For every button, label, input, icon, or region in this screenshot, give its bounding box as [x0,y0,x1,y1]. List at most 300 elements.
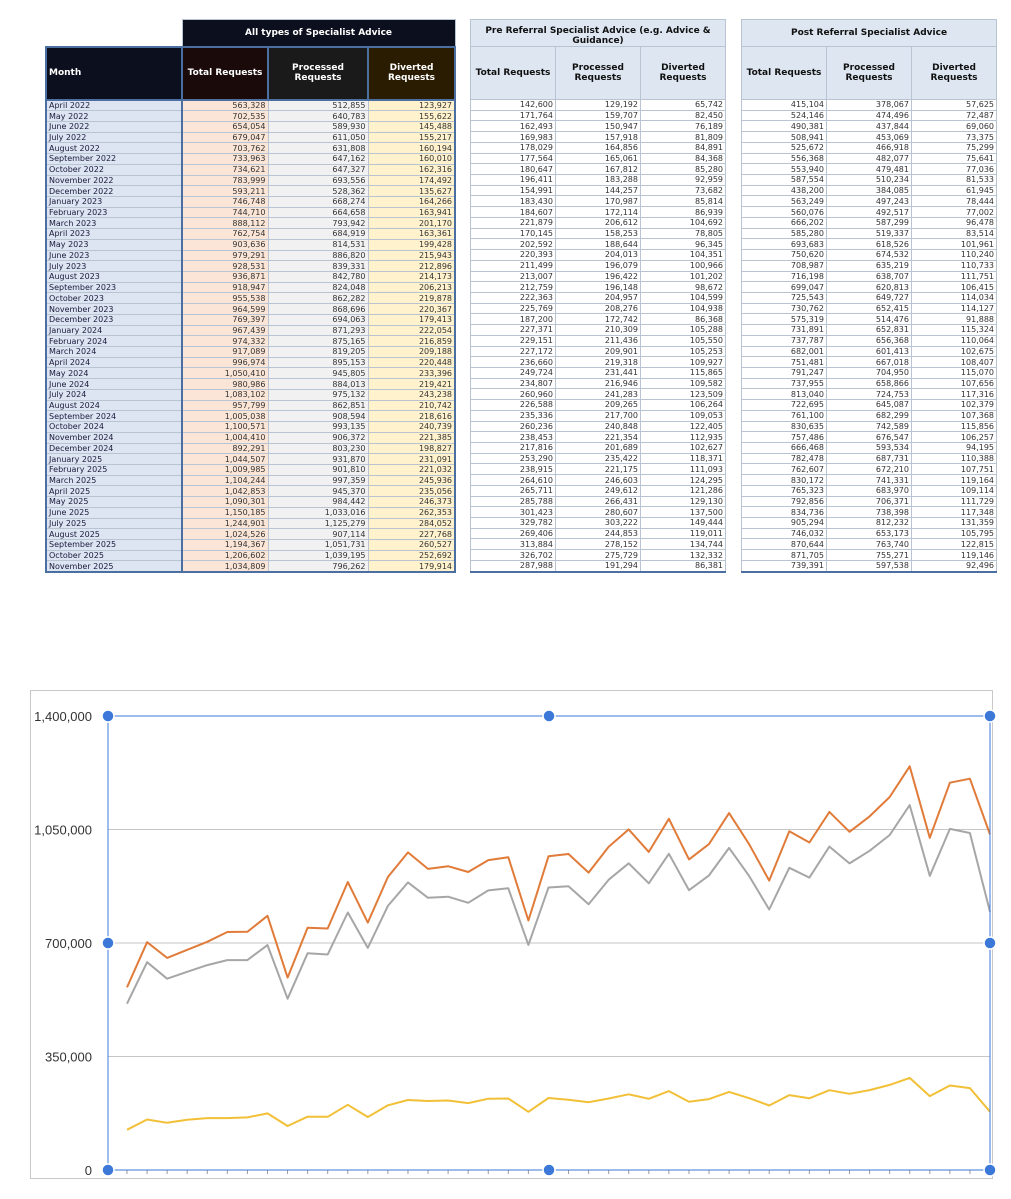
all-table-row [46,432,455,443]
all-table-row [46,143,455,154]
data-point [165,956,169,960]
post-table-row [742,325,997,336]
all-month-cell: August 2024 [46,400,182,411]
all-month-cell: November 2025 [46,561,182,572]
data-point [205,1116,209,1120]
data-point [567,1098,571,1102]
all-total-cell: 955,538 [182,293,268,304]
all-processed-cell: 819,205 [268,347,368,358]
data-point [968,1086,972,1090]
post-total-cell: 757,486 [742,432,827,443]
all-table-row [46,207,455,218]
all-processed-cell: 886,820 [268,250,368,261]
all-processed-cell: 945,370 [268,486,368,497]
all-table-row [46,164,455,175]
data-point [807,1096,811,1100]
post-diverted-cell: 119,164 [912,475,997,486]
y-tick-label: 1,400,000 [34,709,92,724]
all-processed-cell: 842,780 [268,272,368,283]
post-total-cell: 792,856 [742,496,827,507]
post-table-row [742,464,997,475]
pre-total-cell: 238,453 [471,432,556,443]
post-processed-header: Processed Requests [827,47,912,100]
pre-table-row [471,421,726,432]
post-table-row [742,196,997,207]
pre-total-cell: 213,007 [471,271,556,282]
post-table-row [742,282,997,293]
pre-total-cell: 212,759 [471,282,556,293]
post-diverted-cell: 91,888 [912,314,997,325]
data-point [687,888,691,892]
pre-processed-cell: 201,689 [556,443,641,454]
data-point [627,1092,631,1096]
all-total-cell: 563,328 [182,100,268,111]
all-diverted-cell: 160,010 [368,154,455,165]
pre-processed-cell: 144,257 [556,185,641,196]
post-table-row [742,228,997,239]
all-diverted-cell: 252,692 [368,550,455,561]
all-diverted-cell: 220,367 [368,304,455,315]
pre-table-row [471,507,726,518]
post-table-row [742,432,997,443]
post-total-cell: 782,478 [742,453,827,464]
resize-handle[interactable] [543,710,555,722]
pre-total-cell: 154,991 [471,185,556,196]
post-diverted-cell: 75,641 [912,153,997,164]
all-month-cell: February 2024 [46,336,182,347]
post-diverted-cell: 122,815 [912,539,997,550]
all-total-cell: 769,397 [182,314,268,325]
post-total-cell: 813,040 [742,389,827,400]
all-processed-cell: 895,153 [268,357,368,368]
data-point [145,940,149,944]
pre-diverted-cell: 76,189 [641,121,726,132]
pre-processed-cell: 216,946 [556,378,641,389]
pre-table-row [471,142,726,153]
all-total-cell: 762,754 [182,229,268,240]
all-diverted-cell: 145,488 [368,121,455,132]
pre-diverted-cell: 84,891 [641,142,726,153]
all-month-cell: December 2022 [46,186,182,197]
post-diverted-cell: 111,751 [912,271,997,282]
all-total-cell: 744,710 [182,207,268,218]
all-diverted-cell: 245,936 [368,475,455,486]
data-point [205,940,209,944]
pre-total-cell: 229,151 [471,335,556,346]
data-point [366,946,370,950]
data-point [667,817,671,821]
all-processed-cell: 664,658 [268,207,368,218]
data-point [546,885,550,889]
data-point [687,857,691,861]
pre-total-cell: 301,423 [471,507,556,518]
pre-table-row [471,539,726,550]
pre-diverted-cell: 105,253 [641,346,726,357]
data-point [888,795,892,799]
all-month-cell: June 2025 [46,507,182,518]
all-total-cell: 734,621 [182,164,268,175]
data-point [707,842,711,846]
pre-total-cell: 196,411 [471,175,556,186]
all-table-row [46,282,455,293]
post-processed-cell: 755,271 [827,550,912,561]
pre-table-row [471,271,726,282]
all-diverted-cell: 227,768 [368,529,455,540]
post-table-row [742,239,997,250]
post-table-row [742,260,997,271]
all-table-row [46,379,455,390]
all-processed-cell: 589,930 [268,121,368,132]
pre-total-cell: 184,607 [471,207,556,218]
pre-diverted-cell: 84,368 [641,153,726,164]
all-month-cell: March 2024 [46,347,182,358]
all-processed-cell: 647,162 [268,154,368,165]
all-month-cell: July 2023 [46,261,182,272]
post-table-row [742,335,997,346]
pre-table-row [471,100,726,111]
all-total-cell: 917,089 [182,347,268,358]
pre-total-cell: 234,807 [471,378,556,389]
all-month-cell: January 2025 [46,454,182,465]
pre-table-row [471,496,726,507]
chart-frame [31,691,993,1179]
post-total-cell: 725,543 [742,292,827,303]
post-table-row [742,400,997,411]
pre-diverted-cell: 85,814 [641,196,726,207]
all-diverted-cell: 160,194 [368,143,455,154]
pre-diverted-cell: 98,672 [641,282,726,293]
post-processed-cell: 656,368 [827,335,912,346]
all-table-row [46,368,455,379]
post-table-row [742,100,997,111]
all-month-cell: November 2023 [46,304,182,315]
pre-processed-cell: 221,354 [556,432,641,443]
all-total-cell: 654,054 [182,121,268,132]
pre-processed-cell: 303,222 [556,518,641,529]
data-point [707,873,711,877]
all-processed-cell: 803,230 [268,443,368,454]
pre-processed-cell: 196,422 [556,271,641,282]
all-month-cell: July 2024 [46,389,182,400]
post-diverted-cell: 115,070 [912,367,997,378]
y-tick-label: 1,050,000 [34,822,92,838]
data-point [848,1092,852,1096]
post-diverted-cell: 110,240 [912,250,997,261]
data-point [948,827,952,831]
all-month-cell: June 2023 [46,250,182,261]
post-referral-group-header: Post Referral Specialist Advice [742,20,997,47]
all-month-cell: February 2025 [46,464,182,475]
pre-diverted-cell: 73,682 [641,185,726,196]
all-table-row [46,347,455,358]
post-processed-cell: 514,476 [827,314,912,325]
all-table-row [46,443,455,454]
all-table-row [46,261,455,272]
pre-processed-cell: 219,318 [556,357,641,368]
post-processed-cell: 601,413 [827,346,912,357]
all-month-cell: November 2024 [46,432,182,443]
pre-processed-header: Processed Requests [556,47,641,100]
all-diverted-cell: 222,054 [368,325,455,336]
data-point [286,976,290,980]
data-point [145,1118,149,1122]
post-total-cell: 731,891 [742,325,827,336]
post-diverted-cell: 108,407 [912,357,997,368]
all-processed-cell: 528,362 [268,186,368,197]
pre-total-cell: 226,588 [471,400,556,411]
all-diverted-cell: 123,927 [368,100,455,111]
all-month-cell: April 2024 [46,357,182,368]
post-diverted-cell: 105,795 [912,528,997,539]
post-diverted-cell: 75,299 [912,142,997,153]
pre-table-row [471,303,726,314]
pre-total-cell: 265,711 [471,485,556,496]
post-processed-cell: 635,219 [827,260,912,271]
pre-referral-table [470,19,726,573]
pre-table-row [471,292,726,303]
all-processed-cell: 694,063 [268,314,368,325]
data-point [687,1100,691,1104]
post-processed-cell: 704,950 [827,367,912,378]
all-table-row [46,186,455,197]
pre-processed-cell: 249,612 [556,485,641,496]
post-table-row [742,142,997,153]
post-total-cell: 737,787 [742,335,827,346]
post-diverted-cell: 57,625 [912,100,997,111]
pre-table-row [471,325,726,336]
post-processed-cell: 593,534 [827,443,912,454]
pre-diverted-cell: 81,809 [641,132,726,143]
post-total-cell: 524,146 [742,110,827,121]
all-processed-cell: 868,696 [268,304,368,315]
pre-table-row [471,175,726,186]
post-processed-cell: 687,731 [827,453,912,464]
data-point [225,958,229,962]
pre-processed-cell: 211,436 [556,335,641,346]
post-processed-cell: 672,210 [827,464,912,475]
post-table-row [742,271,997,282]
all-diverted-cell: 198,827 [368,443,455,454]
post-table-row [742,453,997,464]
resize-handle[interactable] [984,710,996,722]
post-total-cell: 765,323 [742,485,827,496]
all-diverted-cell: 221,032 [368,464,455,475]
all-processed-cell: 1,125,279 [268,518,368,529]
all-processed-cell: 862,282 [268,293,368,304]
y-tick-label: 350,000 [45,1049,92,1065]
post-processed-cell: 658,866 [827,378,912,389]
all-table-row [46,325,455,336]
data-point [767,879,771,883]
all-diverted-cell: 219,421 [368,379,455,390]
pre-processed-cell: 210,309 [556,325,641,336]
pre-table-row [471,153,726,164]
post-processed-cell: 519,337 [827,228,912,239]
data-point [667,852,671,856]
all-table-row [46,475,455,486]
all-table-row [46,422,455,433]
pre-processed-cell: 157,918 [556,132,641,143]
pre-processed-cell: 244,853 [556,528,641,539]
all-diverted-cell: 212,896 [368,261,455,272]
data-point [366,1115,370,1119]
pre-diverted-cell: 106,264 [641,400,726,411]
post-diverted-cell: 115,856 [912,421,997,432]
resize-handle[interactable] [984,1164,996,1176]
all-diverted-cell: 284,052 [368,518,455,529]
resize-handle[interactable] [543,1164,555,1176]
all-diverted-cell: 179,914 [368,561,455,572]
resize-handle[interactable] [102,1164,114,1176]
pre-diverted-cell: 109,927 [641,357,726,368]
pre-total-cell: 269,406 [471,528,556,539]
pre-diverted-cell: 123,509 [641,389,726,400]
all-total-cell: 783,999 [182,175,268,186]
pre-total-cell: 249,724 [471,367,556,378]
data-point [667,1089,671,1093]
all-table-row [46,336,455,347]
pre-total-cell: 178,029 [471,142,556,153]
all-month-cell: June 2024 [46,379,182,390]
pre-processed-cell: 221,175 [556,464,641,475]
data-point [165,977,169,981]
pre-table-row [471,110,726,121]
processed-requests-header: Processed Requests [268,47,368,100]
data-point [386,904,390,908]
pre-table-row [471,443,726,454]
all-diverted-cell: 179,413 [368,314,455,325]
post-table-row [742,539,997,550]
resize-handle[interactable] [984,937,996,949]
post-table-row [742,550,997,561]
pre-total-cell: 225,769 [471,303,556,314]
post-diverted-cell: 101,961 [912,239,997,250]
pre-diverted-cell: 119,011 [641,528,726,539]
pre-diverted-cell: 111,093 [641,464,726,475]
pre-processed-cell: 206,612 [556,217,641,228]
data-point [587,871,591,875]
data-point [727,1090,731,1094]
pre-diverted-cell: 137,500 [641,507,726,518]
post-processed-cell: 466,918 [827,142,912,153]
all-diverted-cell: 215,943 [368,250,455,261]
post-table-row [742,153,997,164]
data-point [446,864,450,868]
data-point [506,855,510,859]
data-point [245,930,249,934]
data-point [466,901,470,905]
all-table-row [46,111,455,122]
all-total-cell: 1,042,853 [182,486,268,497]
pre-diverted-cell: 121,286 [641,485,726,496]
all-processed-cell: 611,050 [268,132,368,143]
data-point [827,845,831,849]
all-processed-cell: 862,851 [268,400,368,411]
pre-diverted-cell: 109,582 [641,378,726,389]
data-point [827,810,831,814]
pre-processed-cell: 188,644 [556,239,641,250]
all-diverted-cell: 262,353 [368,507,455,518]
all-processed-cell: 796,262 [268,561,368,572]
post-diverted-cell: 92,496 [912,560,997,571]
data-point [506,886,510,890]
pre-diverted-cell: 122,405 [641,421,726,432]
post-diverted-cell: 117,348 [912,507,997,518]
post-table-row [742,185,997,196]
all-diverted-cell: 162,316 [368,164,455,175]
post-table-row [742,250,997,261]
resize-handle[interactable] [102,710,114,722]
data-point [607,845,611,849]
all-processed-cell: 997,359 [268,475,368,486]
data-point [707,1097,711,1101]
post-diverted-cell: 107,751 [912,464,997,475]
post-processed-cell: 667,018 [827,357,912,368]
post-diverted-cell: 94,195 [912,443,997,454]
data-point [225,1116,229,1120]
pre-table-row [471,314,726,325]
post-processed-cell: 645,087 [827,400,912,411]
post-table-row [742,121,997,132]
data-point [225,930,229,934]
all-diverted-cell: 243,238 [368,389,455,400]
post-diverted-cell: 96,478 [912,217,997,228]
all-month-cell: July 2025 [46,518,182,529]
pre-table-row [471,485,726,496]
post-table-row [742,475,997,486]
pre-processed-cell: 241,283 [556,389,641,400]
post-total-cell: 870,644 [742,539,827,550]
data-point [306,1115,310,1119]
post-diverted-cell: 110,733 [912,260,997,271]
post-total-cell: 585,280 [742,228,827,239]
pre-processed-cell: 183,288 [556,175,641,186]
all-diverted-cell: 155,217 [368,132,455,143]
post-processed-cell: 742,589 [827,421,912,432]
data-point [265,943,269,947]
pre-processed-cell: 217,700 [556,410,641,421]
pre-table-row [471,357,726,368]
requests-line-chart[interactable] [0,690,1011,1190]
post-table-row [742,314,997,325]
post-processed-cell: 738,398 [827,507,912,518]
all-month-cell: April 2025 [46,486,182,497]
all-processed-cell: 684,919 [268,229,368,240]
post-total-cell: 666,202 [742,217,827,228]
resize-handle[interactable] [102,937,114,949]
all-total-cell: 918,947 [182,282,268,293]
pre-table-row [471,475,726,486]
all-total-cell: 1,206,602 [182,550,268,561]
pre-diverted-cell: 105,550 [641,335,726,346]
pre-diverted-cell: 86,368 [641,314,726,325]
all-total-cell: 1,005,038 [182,411,268,422]
pre-diverted-cell: 92,959 [641,175,726,186]
data-point [265,1111,269,1115]
pre-total-cell: 162,493 [471,121,556,132]
pre-diverted-cell: 134,744 [641,539,726,550]
data-point [848,830,852,834]
post-table-row [742,164,997,175]
pre-total-header: Total Requests [471,47,556,100]
pre-total-cell: 285,788 [471,496,556,507]
pre-diverted-cell: 82,450 [641,110,726,121]
data-point [888,833,892,837]
data-point [928,836,932,840]
all-processed-cell: 975,132 [268,389,368,400]
all-total-cell: 996,974 [182,357,268,368]
pre-diverted-cell: 118,371 [641,453,726,464]
